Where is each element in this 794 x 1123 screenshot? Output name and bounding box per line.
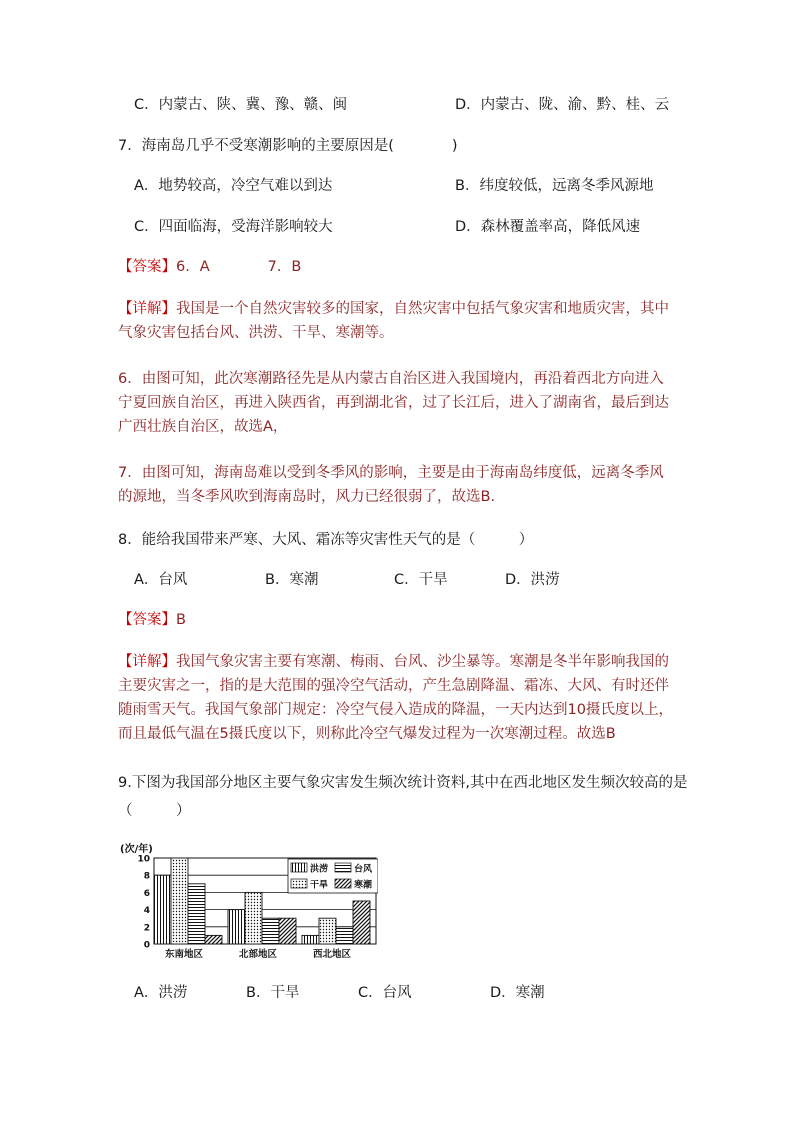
legend-label-干旱: 干旱 — [310, 880, 329, 891]
disaster-frequency-chart — [118, 838, 378, 963]
bar-干旱-北部地区 — [245, 892, 262, 944]
q9-option-d: D．寒潮 — [490, 985, 545, 1001]
bar-洪涝-东南地区 — [154, 875, 171, 944]
q8-option-d: D．洪涝 — [505, 572, 560, 588]
q8-option-c: C．干旱 — [394, 572, 448, 588]
y-tick-label: 4 — [143, 906, 150, 917]
bar-干旱-西北地区 — [319, 918, 336, 944]
x-category-label: 西北地区 — [312, 949, 352, 960]
q8-stem: 8．能给我国带来严寒、大风、霜冻等灾害性天气的是（ ） — [118, 532, 534, 548]
q9-paren: （ ） — [118, 803, 191, 819]
q7-option-d: D．森林覆盖率高，降低风速 — [455, 219, 641, 235]
y-axis-unit: (次/年) — [120, 844, 153, 855]
q9-stem: 9.下图为我国部分地区主要气象灾害发生频次统计资料,其中在西北地区发生频次较高的是 — [118, 775, 688, 791]
x-category-label: 北部地区 — [238, 949, 278, 960]
legend-swatch-洪涝 — [291, 863, 307, 872]
q8-option-b: B．寒潮 — [265, 572, 319, 588]
legend-label-洪涝: 洪涝 — [310, 864, 329, 875]
detail-tag: 【详解】 — [118, 301, 176, 317]
y-tick-label: 10 — [137, 854, 150, 865]
detail-block-1 — [118, 297, 676, 345]
bar-寒潮-北部地区 — [279, 918, 296, 944]
bar-干旱-东南地区 — [171, 858, 188, 944]
bar-洪涝-北部地区 — [228, 910, 245, 944]
legend-label-寒潮: 寒潮 — [354, 880, 373, 891]
answer-tag: 【答案】 — [118, 259, 176, 275]
bar-台风-东南地区 — [188, 884, 205, 944]
q7-option-c: C．四面临海，受海洋影响较大 — [134, 219, 333, 235]
q6-option-c: C．内蒙古、陕、冀、豫、赣、闽 — [134, 97, 348, 113]
legend-swatch-干旱 — [291, 879, 307, 888]
y-tick-label: 8 — [143, 871, 150, 882]
q7-option-b: B．纬度较低，远离冬季风源地 — [455, 178, 654, 194]
answer-block-1 — [118, 257, 301, 277]
q9-option-c: C．台风 — [358, 985, 412, 1001]
legend-label-台风: 台风 — [354, 864, 373, 875]
answer-text: 6．A 7．B — [176, 259, 302, 275]
q7-stem: 7．海南岛几乎不受寒潮影响的主要原因是( ) — [118, 138, 458, 154]
detail-text: 我国是一个自然灾害较多的国家，自然灾害中包括气象灾害和地质灾害，其中气象灾害包括台风、洪涝、干旱、寒潮等。 — [118, 301, 669, 341]
x-category-label: 东南地区 — [164, 949, 204, 960]
bar-台风-北部地区 — [262, 918, 279, 944]
q9-option-b: B．干旱 — [246, 985, 300, 1001]
bar-洪涝-西北地区 — [302, 935, 319, 944]
legend-swatch-寒潮 — [335, 879, 351, 888]
detail-block-2 — [118, 650, 676, 746]
answer-text: B — [176, 612, 186, 628]
detail-text: 我国气象灾害主要有寒潮、梅雨、台风、沙尘暴等。寒潮是冬半年影响我国的主要灾害之一，指的是大范围的强冷空气活动，产生急剧降温、霜冻、大风、有时还伴随雨雪天气。我国气象部门规定：冷空气侵入造成的降温，一天内达到10摄氏度以上，而且最低气温在5摄氏度以下，则称此冷空气爆发过程为一次寒潮过程。故选B — [118, 654, 673, 742]
explanation-6: 6．由图可知，此次寒潮路径先是从内蒙古自治区进入我国境内，再沿着西北方向进入宁夏回族自治区，再进入陕西省，再到湖北省，过了长江后，进入了湖南省，最后到达广西壮族自治区，故选A， — [118, 371, 669, 435]
q8-option-a: A．台风 — [134, 572, 188, 588]
q6-option-d: D．内蒙古、陇、渝、黔、桂、云 — [455, 97, 670, 113]
q7-option-a: A．地势较高，冷空气难以到达 — [134, 178, 333, 194]
q9-option-a: A．洪涝 — [134, 985, 188, 1001]
bar-台风-西北地区 — [336, 927, 353, 944]
y-tick-label: 6 — [143, 888, 150, 899]
answer-block-2 — [118, 610, 186, 630]
answer-tag: 【答案】 — [118, 612, 176, 628]
y-tick-label: 2 — [143, 923, 150, 934]
y-tick-label: 0 — [143, 940, 150, 951]
legend-swatch-台风 — [335, 863, 351, 872]
detail-tag: 【详解】 — [118, 654, 176, 670]
bar-寒潮-东南地区 — [205, 935, 222, 944]
bar-寒潮-西北地区 — [353, 901, 370, 944]
explanation-7: 7．由图可知，海南岛难以受到冬季风的影响，主要是由于海南岛纬度低，远离冬季风的源地，当冬季风吹到海南岛时，风力已经很弱了，故选B. — [118, 465, 664, 505]
